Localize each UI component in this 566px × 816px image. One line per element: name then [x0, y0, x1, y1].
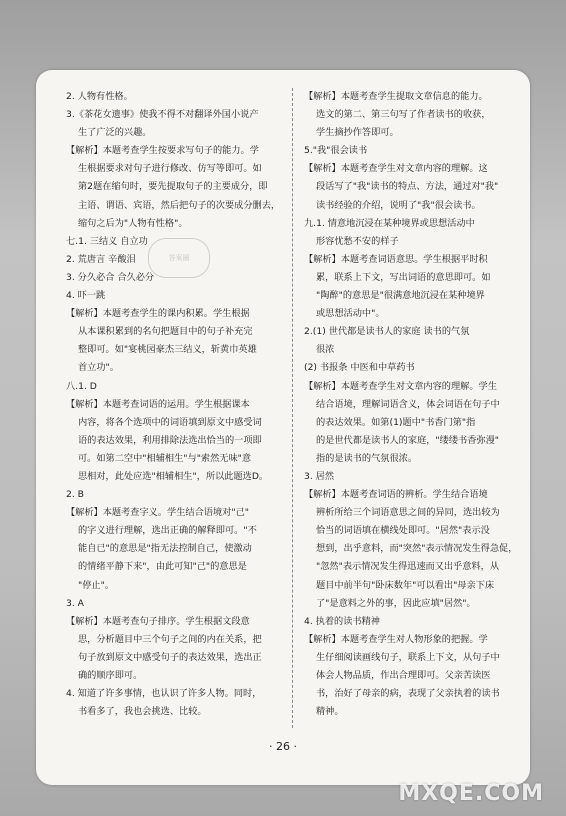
left-column-line: 从本课积累到的名句把题目中的句子补充完	[78, 326, 253, 338]
right-column-line: 的是世代都是读书人的家庭，"缕缕书香弥漫"	[316, 434, 500, 446]
left-column-line: 句子放到原文中感受句子的表达效果，选出正	[78, 651, 262, 663]
right-column-line: 或思想活动中"。	[316, 308, 385, 320]
left-column-line: 思相对，此处应选"相辅相生"，所以此题选D。	[78, 470, 269, 482]
left-column-line: 八.1. D	[66, 380, 97, 392]
left-column-line: 主语、谓语、宾语，然后把句子的次要成分删去，	[78, 199, 280, 211]
left-column-line: 生了广泛的兴趣。	[78, 127, 152, 139]
right-column-line: 辨析所给三个词语意思之间的异同，选出较为	[316, 507, 500, 519]
left-column-line: 思，分析题目中三个句子之间的内在关系，把	[78, 633, 262, 645]
left-column-line: 的字义进行理解，选出正确的解释即可。"不	[78, 525, 257, 537]
left-column-line: 确的顺序即可。	[78, 670, 143, 681]
left-column-line: 首立功"。	[78, 362, 119, 374]
right-column-line: 【解析】本题考查学生提取文章信息的能力。	[304, 91, 488, 102]
right-column-line: 结合语境，理解词语含义，体会词语在句子中	[316, 398, 500, 410]
left-column-line: 2. 荒唐言 辛酸泪	[66, 253, 136, 265]
left-column-line: 4. 吓一跳	[66, 290, 106, 302]
site-watermark	[390, 748, 558, 810]
left-column-line: 2. 人物有性格。	[66, 91, 133, 102]
left-column-line: 3.《茶花女遗事》使我不得不对翻译外国小说产	[66, 109, 259, 121]
left-column-line: "停止"。	[78, 579, 115, 591]
left-column-line: 2. B	[66, 489, 84, 501]
right-column-line: "忽然"表示情况发生得迅速而又出乎意料，从	[316, 561, 500, 573]
right-column-line: 【解析】本题考查词语意思。学生根据平时积	[304, 253, 488, 265]
right-column-line: 【解析】本题考查词语的辨析。学生结合语境	[304, 489, 488, 501]
column-divider	[292, 88, 293, 728]
right-column-line: 九.1. 情意地沉浸在某种境界或思想活动中	[304, 217, 475, 229]
right-column-line: 恰当的词语填在横线处即可。"居然"表示没	[316, 525, 490, 537]
right-column-line: 生仔细阅读画线句子，联系上下文，从句子中	[316, 651, 500, 663]
right-column-line: 3. 居然	[304, 470, 335, 482]
left-column-line: 生根据要求对句子进行修改、仿写等即可。如	[78, 163, 262, 175]
right-column-line: 段话写了"我"读书的特点、方法，通过对"我"	[316, 181, 499, 193]
right-column-line: 了"是意料之外的事，因此应填"居然"。	[316, 597, 476, 609]
right-column-line: 题目中前半句"卧床数年"可以看出"母亲下床	[316, 579, 495, 591]
right-column-line: 想到，出乎意料，而"突然"表示情况发生得急促，	[316, 543, 518, 555]
left-column-line: 3. A	[66, 597, 84, 609]
left-column-line: 可。如第二空中"相辅相生"与"索然无味"意	[78, 452, 252, 464]
right-column-line: 累，联系上下文，写出词语的意思即可。如	[316, 271, 491, 283]
right-column-line: 【解析】本题考查学生对人物形象的把握。学	[304, 633, 488, 645]
watermark-stamp: 答案圈	[148, 238, 210, 278]
right-column-line: 精神。	[316, 706, 344, 718]
left-column-line: 【解析】本题考查词语的运用。学生根据课本	[66, 398, 250, 410]
page-number: · 26 ·	[269, 740, 297, 753]
right-column-line: 学生摘抄作答即可。	[316, 127, 399, 139]
left-column-line: 语的表达效果，利用排除法选出恰当的一项即	[78, 434, 262, 446]
right-column-line: 指的是读书的气氛很浓。	[316, 452, 418, 464]
left-column-line: 【解析】本题考查字义。学生结合语境对"己"	[66, 507, 250, 519]
watermark-url: MXQE.COM	[398, 781, 544, 806]
left-column-line: 整即可。如"宴桃园豪杰三结义，斩黄巾英雄	[78, 344, 257, 356]
left-column	[66, 88, 280, 721]
left-column-line: 的情绪平静下来"，由此可知"己"的意思是	[78, 561, 247, 573]
right-column-line: 2.(1) 世代都是读书人的家庭 读书的气氛	[304, 326, 470, 338]
right-column-line: 的表达效果。如第(1)题中"书香门第"指	[316, 416, 476, 428]
left-column-line: 能自已"的意思是"指无法控制自己，使激动	[78, 543, 252, 555]
right-column-line: 【解析】本题考查学生对文章内容的理解。这	[304, 163, 488, 175]
left-column-line: 【解析】本题考查学生按要求写句子的能力。学	[66, 145, 259, 157]
left-column-line: 3. 分久必合 合久必分	[66, 271, 155, 283]
left-column-line: 4. 知道了许多事情，也认识了许多人物。同时，	[66, 688, 262, 700]
right-column-line: (2) 书报条 中医和中草药书	[304, 362, 415, 374]
right-column-line: 4. 执着的读书精神	[304, 615, 380, 627]
right-column-line: 体会人物品质，作出合理即可。父亲苦读医	[316, 670, 491, 681]
left-column-line: 【解析】本题考查学生的课内积累。学生根据	[66, 308, 250, 320]
left-column-line: 【解析】本题考查句子排序。学生根据文段意	[66, 615, 250, 627]
right-column-line: 选文的第二、第三句写了作者读书的收获，	[316, 109, 491, 121]
left-column-line: 书看多了，我也会挑选、比较。	[78, 706, 207, 718]
right-column-line: "陶醉"的意思是"很满意地沉浸在某种境界	[316, 290, 485, 302]
answer-page	[36, 70, 530, 785]
right-column-line: 形容忧愁不安的样子	[316, 235, 399, 247]
left-column-line: 缩句之后为"人物有性格"。	[78, 217, 188, 229]
right-column-line: 【解析】本题考查学生对文章内容的理解。学生	[304, 380, 497, 392]
left-column-line: 七.1. 三结义 自立功	[66, 235, 148, 247]
right-column	[304, 88, 518, 721]
right-column-line: 读书经验的介绍，说明了"我"很会读书。	[316, 199, 481, 211]
right-column-line: 5."我"很会读书	[304, 145, 368, 157]
right-column-line: 书，治好了母亲的病，表现了父亲执着的读书	[316, 688, 500, 700]
right-column-line: 很浓	[316, 344, 335, 356]
left-column-line: 内容，将各个选项中的词语填到原文中感受词	[78, 416, 262, 428]
left-column-line: 第2题在缩句时，要先提取句子的主要成分，即	[78, 181, 268, 193]
